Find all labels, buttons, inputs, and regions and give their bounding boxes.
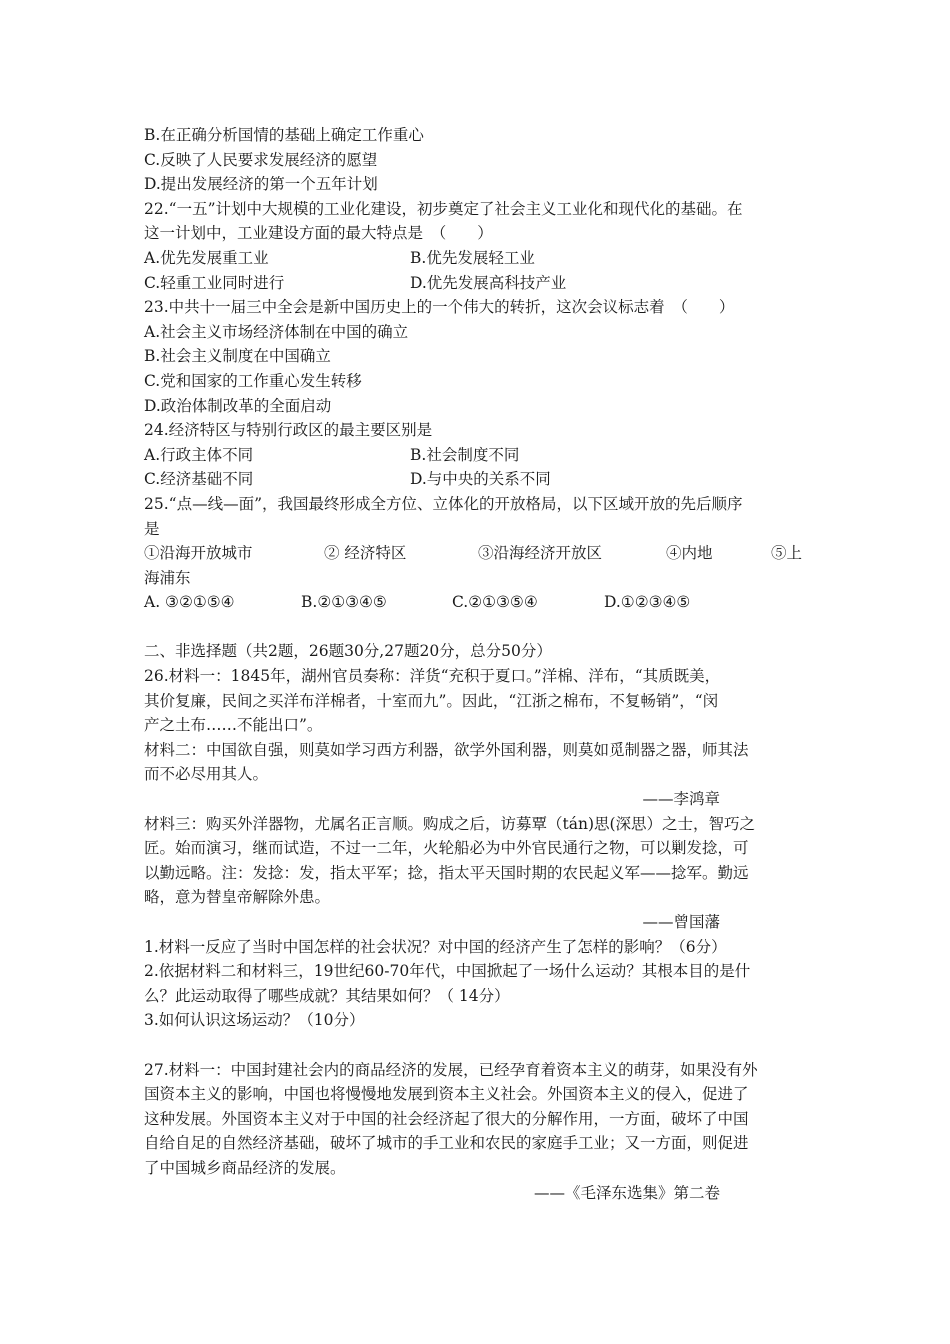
region-item: ①沿海开放城市 — [144, 544, 253, 563]
question-27 — [144, 1058, 812, 1206]
question-23 — [144, 295, 812, 418]
material-text: 自给自足的自然经济基础，破坏了城市的手工业和农民的家庭手工业；又一方面，则促进 — [144, 1134, 749, 1153]
option-c: C.轻重工业同时进行 — [144, 273, 285, 292]
material-text: 国资本主义的影响，中国也将慢慢地发展到资本主义社会。外国资本主义的侵入，促进了 — [144, 1085, 749, 1104]
question-25 — [144, 492, 812, 615]
region-item: ⑤上 — [771, 544, 803, 563]
material-text: 而不必尽用其人。 — [144, 765, 269, 784]
material-text: 26.材料一：1845年，湖州官员奏称：洋货“充积于夏口。”洋棉、洋布，“其质既美， — [144, 667, 721, 686]
question-22 — [144, 197, 812, 295]
option-b: B.在正确分析国情的基础上确定工作重心 — [144, 126, 424, 144]
question-stem: 这一计划中，工业建设方面的最大特点是 （ ） — [144, 224, 493, 243]
option-a: A.社会主义市场经济体制在中国的确立 — [144, 322, 409, 341]
exam-page — [144, 123, 812, 1205]
option-a: A.行政主体不同 — [144, 445, 254, 464]
material-text: 匠。始而演习，继而试造，不过一二年，火轮船必为中外官民通行之物，可以剿发捻，可 — [144, 839, 749, 858]
question-stem: 25.“点—线—面”，我国最终形成全方位、立体化的开放格局，以下区域开放的先后顺序 — [144, 494, 743, 513]
question-stem: 22.“一五”计划中大规模的工业化建设，初步奠定了社会主义工业化和现代化的基础。在 — [144, 199, 743, 218]
option-a: A. ③②①⑤④ — [144, 593, 235, 612]
option-d: D.提出发展经济的第一个五年计划 — [144, 175, 378, 194]
material-text: 产之土布……不能出口”。 — [144, 716, 323, 735]
sub-question: 1.材料一反应了当时中国怎样的社会状况？对中国的经济产生了怎样的影响？（6分） — [144, 937, 727, 956]
region-item: ④内地 — [666, 544, 713, 563]
attribution: ——曾国藩 — [642, 913, 720, 931]
option-a: A.优先发展重工业 — [144, 248, 269, 267]
option-c: C.反映了人民要求发展经济的愿望 — [144, 150, 378, 169]
material-text: 27.材料一：中国封建社会内的商品经济的发展，已经孕育着资本主义的萌芽，如果没有外 — [144, 1060, 758, 1079]
option-d: D.①②③④⑤ — [604, 593, 691, 612]
material-text: 这种发展。外国资本主义对于中国的社会经济起了很大的分解作用，一方面，破坏了中国 — [144, 1109, 749, 1128]
material-text: 材料二：中国欲自强，则莫如学习西方利器，欲学外国利器，则莫如觅制器之器，师其法 — [144, 740, 749, 759]
material-text: 以勤远略。注：发捻：发，指太平军；捻，指太平天国时期的农民起义军——捻军。勤远 — [144, 863, 749, 882]
material-text: 略，意为替皇帝解除外患。 — [144, 888, 331, 907]
question-24 — [144, 418, 812, 492]
question-26 — [144, 664, 812, 1033]
region-item-continued: 海浦东 — [144, 568, 191, 587]
attribution: ——李鸿章 — [642, 790, 720, 809]
material-text: 了中国城乡商品经济的发展。 — [144, 1158, 346, 1177]
option-c: C.党和国家的工作重心发生转移 — [144, 371, 362, 390]
option-b: B.社会主义制度在中国确立 — [144, 347, 331, 366]
region-item: ③沿海经济开放区 — [478, 544, 603, 563]
sub-question: 2.依据材料二和材料三，19世纪60-70年代，中国掀起了一场什么运动？其根本目的是什 — [144, 962, 751, 981]
region-item: ② 经济特区 — [324, 544, 407, 563]
question-21-options — [144, 123, 812, 197]
option-b: B.社会制度不同 — [410, 445, 520, 464]
material-text: 其价复廉，民间之买洋布洋棉者，十室而九”。因此，“江浙之棉布，不复畅销”，“闵 — [144, 691, 719, 710]
question-stem: 23.中共十一届三中全会是新中国历史上的一个伟大的转折，这次会议标志着 （ ） — [144, 298, 735, 317]
option-d: D.优先发展高科技产业 — [410, 273, 567, 292]
option-c: C.②①③⑤④ — [452, 593, 538, 612]
question-stem: 是 — [144, 519, 160, 538]
option-b: B.优先发展轻工业 — [410, 248, 535, 267]
sub-question: 么？此运动取得了哪些成就？其结果如何？（ 14分） — [144, 986, 510, 1005]
attribution: ——《毛泽东选集》第二卷 — [533, 1183, 720, 1202]
option-b: B.②①③④⑤ — [301, 593, 387, 612]
section-heading: 二、非选择题（共2题，26题30分,27题20分，总分50分） — [144, 642, 552, 661]
option-d: D.与中央的关系不同 — [410, 470, 551, 489]
option-d: D.政治体制改革的全面启动 — [144, 396, 332, 415]
sub-question: 3.如何认识这场运动？（10分） — [144, 1011, 365, 1030]
question-stem: 24.经济特区与特别行政区的最主要区别是 — [144, 421, 433, 440]
option-c: C.经济基础不同 — [144, 470, 254, 489]
material-text: 材料三：购买外洋器物，尤属名正言顺。购成之后，访募覃（tán)思(深思）之士，智巧之 — [144, 814, 756, 833]
